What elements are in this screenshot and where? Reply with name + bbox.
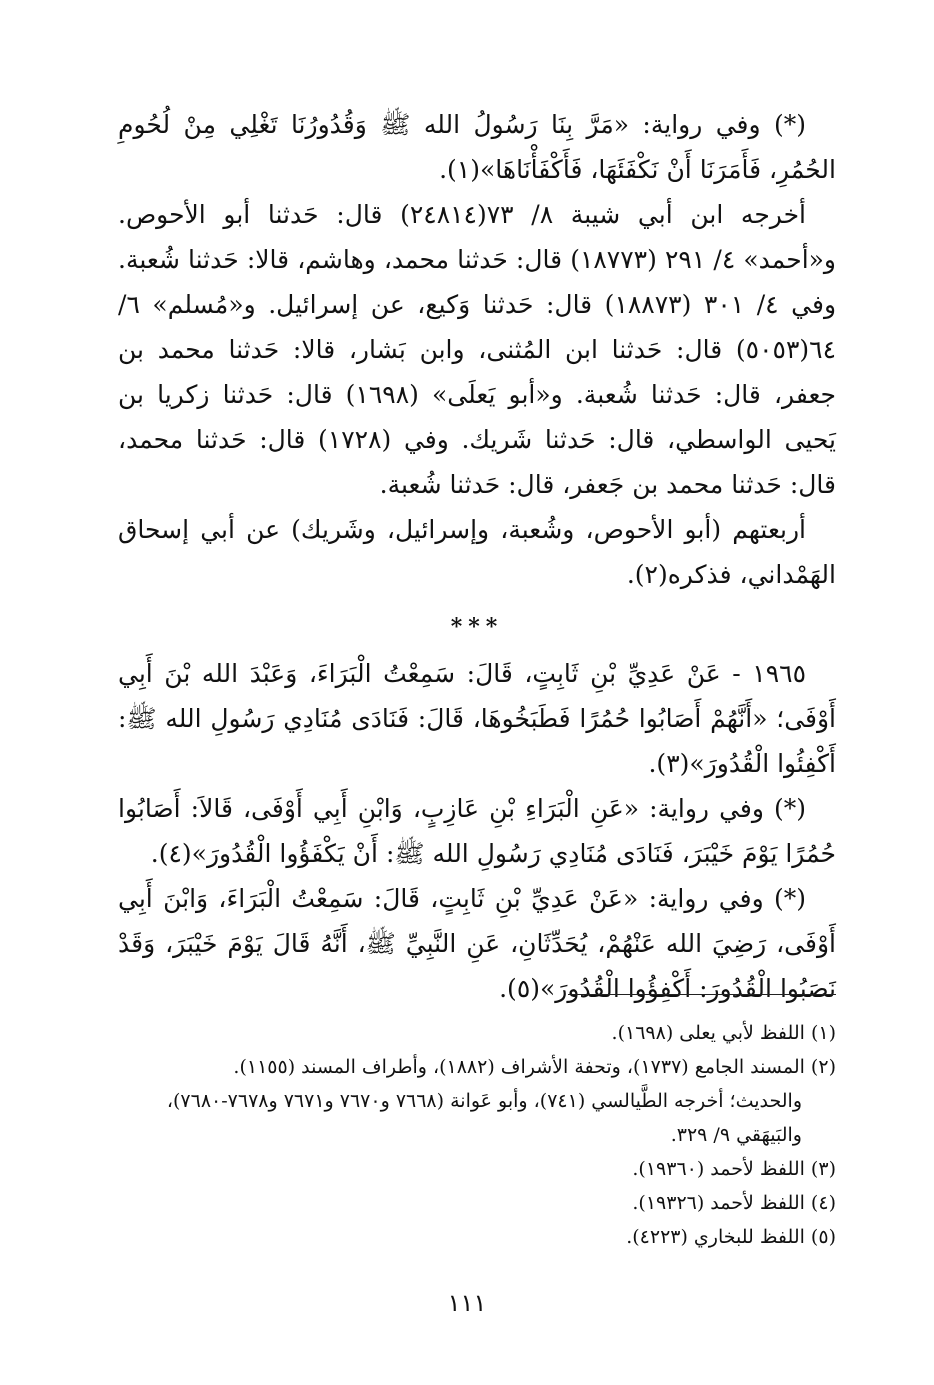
page-number: ١١١ [447, 1289, 487, 1317]
footnote-divider [568, 994, 836, 995]
paragraph-riwaya-3: (*) وفي رواية: «عَنْ عَدِيِّ بْنِ ثَابِتٍ، قَالَ: سَمِعْتُ الْبَرَاءَ، وَابْنَ أَبِي أَوْفَى، رَضِيَ الله عَنْهُمْ، يُحَدِّثَانِ، عَنِ النَّبِيِّ ﷺ، أَنَّهُ قَالَ يَوْمَ خَيْبَرَ، وَقَدْ نَصَبُوا الْقُدُورَ: أَكْفِؤُوا الْقُدُورَ»(٥). [118, 884, 836, 1003]
page-body [118, 102, 837, 1248]
footnote-4: (٤) اللفظ لأحمد (١٩٣٢٦). [632, 1192, 836, 1214]
footnote-2-continuation: والحديث؛ أخرجه الطَّيالسي (٧٤١)، وأبو عَوانة (٧٦٦٨ و٧٦٧٠ و٧٦٧١ و٧٦٧٨-٧٦٨٠)، والبَيهَقي ٩/ ٣٢٩. [166, 1090, 802, 1146]
footnote-5: (٥) اللفظ للبخاري (٤٢٢٣). [626, 1226, 836, 1248]
paragraph-arbaatuhum: أربعتهم (أبو الأحوص، وشُعبة، وإسرائيل، وشَريك) عن أبي إسحاق الهَمْداني، فذكره(٢). [118, 515, 836, 589]
section-separator: *** [450, 614, 504, 640]
paragraph-hadith-1965: ١٩٦٥ - عَنْ عَدِيِّ بْنِ ثَابِتٍ، قَالَ: سَمِعْتُ الْبَرَاءَ، وَعَبْدَ الله بْنَ أَبِي أَوْفَى؛ «أَنَّهُمْ أَصَابُوا حُمُرًا فَطَبَخُوهَا، قَالَ: فَنَادَى مُنَادِي رَسُولِ الله ﷺ: أَكْفِئُوا الْقُدُورَ»(٣). [118, 659, 836, 778]
paragraph-riwaya-1: (*) وفي رواية: «مَرَّ بِنَا رَسُولُ الله ﷺ وَقُدُورُنَا تَغْلِي مِنْ لُحُومِ الحُمُرِ، فَأَمَرَنَا أَنْ نَكْفَئَهَا، فَأَكْفَأْنَاهَا»(١). [118, 110, 836, 184]
footnote-3: (٣) اللفظ لأحمد (١٩٣٦٠). [632, 1158, 836, 1180]
footnotes [118, 1016, 836, 1254]
paragraph-riwaya-2: (*) وفي رواية: «عَنِ الْبَرَاءِ بْنِ عَازِبٍ، وَابْنِ أَبِي أَوْفَى، قَالاَ: أَصَابُوا حُمُرًا يَوْمَ خَيْبَرَ، فَنَادَى مُنَادِي رَسُولِ الله ﷺ: أَنْ يَكْفَؤُوا الْقُدُورَ»(٤). [118, 794, 836, 868]
footnote-1: (١) اللفظ لأبي يعلى (١٦٩٨). [611, 1022, 836, 1044]
footnote-2: (٢) المسند الجامع (١٧٣٧)، وتحفة الأشراف (١٨٨٢)، وأطراف المسند (١١٥٥). [233, 1056, 836, 1078]
paragraph-takhrij: أخرجه ابن أبي شيبة ٨/ ٧٣(٢٤٨١٤) قال: حَدثنا أبو الأحوص. و«أحمد» ٤/ ٢٩١ (١٨٧٧٣) قال: حَدثنا محمد، وهاشم، قالا: حَدثنا شُعبة. وفي ٤/ ٣٠١ (١٨٨٧٣) قال: حَدثنا وَكيع، عن إسرائيل. و«مُسلم» ٦/ ٦٤(٥٠٥٣) قال: حَدثنا ابن المُثنى، وابن بَشار، قالا: حَدثنا محمد بن جعفر، قال: حَدثنا شُعبة. و«أبو يَعلَى» (١٦٩٨) قال: حَدثنا زكريا بن يَحيى الواسطي، قال: حَدثنا شَريك. وفي (١٧٢٨) قال: حَدثنا محمد، قال: حَدثنا محمد بن جَعفر، قال: حَدثنا شُعبة. [118, 200, 837, 499]
